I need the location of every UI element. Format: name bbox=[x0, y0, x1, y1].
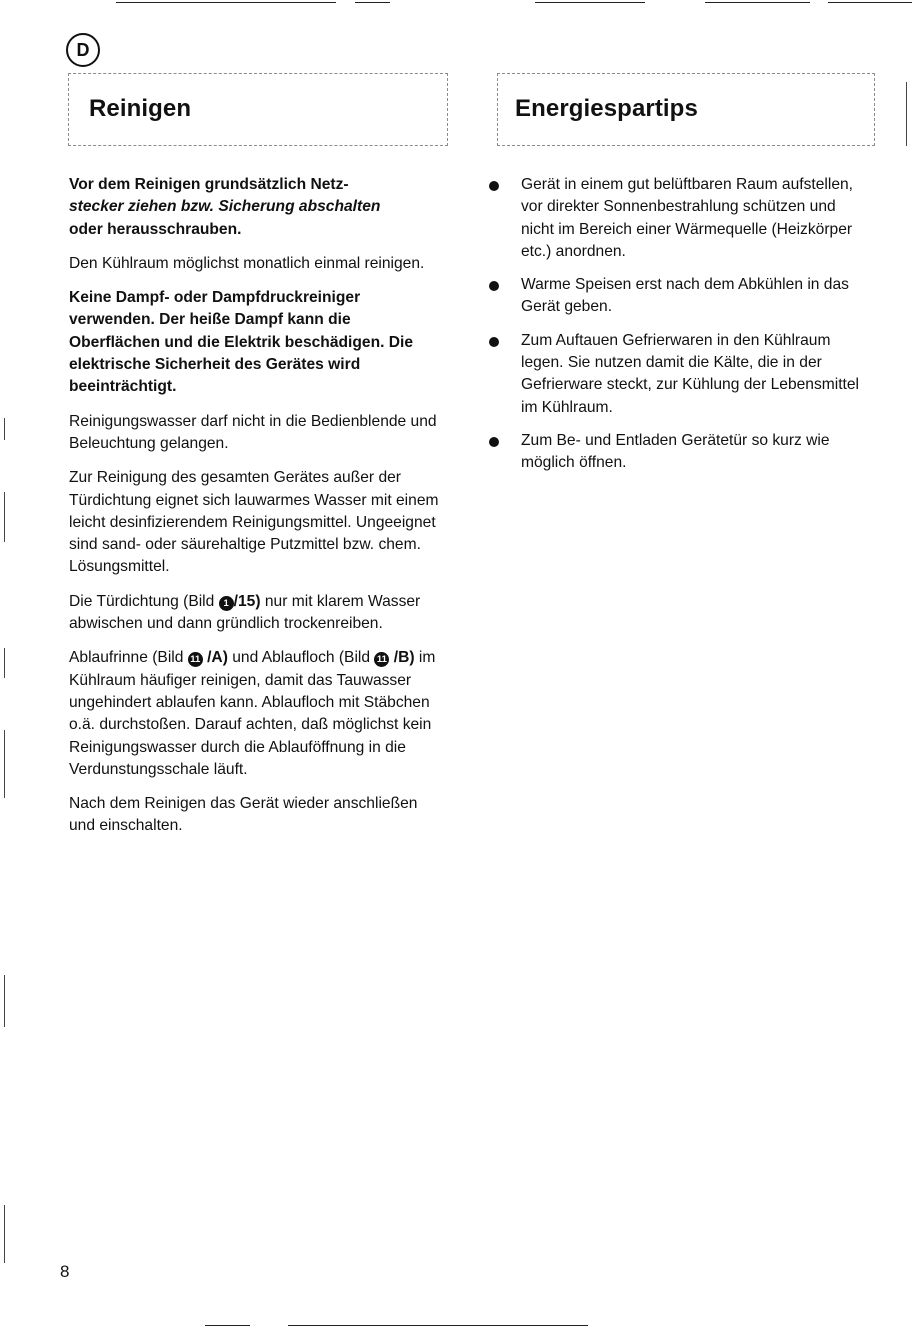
margin-line-1 bbox=[4, 418, 5, 440]
top-rule-4 bbox=[705, 2, 810, 3]
bottom-rule-2 bbox=[288, 1325, 588, 1326]
list-item: Zum Be- und Entladen Gerätetür so kurz wie möglich öffnen. bbox=[504, 430, 872, 475]
paragraph-reconnect: Nach dem Reinigen das Gerät wieder anschließen und einschalten. bbox=[69, 795, 418, 835]
margin-line-2 bbox=[4, 492, 5, 542]
margin-line-6 bbox=[4, 1205, 5, 1263]
top-rule-1 bbox=[116, 2, 336, 3]
right-column bbox=[504, 174, 872, 486]
left-column bbox=[69, 174, 444, 850]
margin-line-4 bbox=[4, 730, 5, 798]
margin-line-5 bbox=[4, 975, 5, 1027]
page-number: 8 bbox=[60, 1262, 70, 1281]
paragraph-drain: Ablaufrinne (Bild 11 /A) und Ablaufloch (Bild 11 /B) im Kühlraum häufiger reinigen, damit das Tauwasser ungehindert ablaufen kann. Ablaufloch mit Stäbchen o.ä. durchstoßen. Darauf achten, daß möglichst kein Reinigungswasser durch die Ablauföffnung in die Verdunstungsschale läuft. bbox=[69, 649, 436, 778]
right-edge-line bbox=[906, 82, 907, 146]
section-title-energiespartips: Energiespartips bbox=[515, 95, 698, 122]
list-item: Zum Auftauen Gefrierwaren in den Kühlraum legen. Sie nutzen damit die Kälte, die in der Gefrierware steckt, zur Kühlung der Lebensmittel im Kühlraum. bbox=[504, 330, 872, 419]
top-rule-5 bbox=[828, 2, 912, 3]
top-rule-3 bbox=[535, 2, 645, 3]
list-item: Warme Speisen erst nach dem Abkühlen in das Gerät geben. bbox=[504, 274, 872, 319]
energy-tips-list bbox=[504, 174, 872, 475]
paragraph-water-panel: Reinigungswasser darf nicht in die Bedienblende und Beleuchtung gelangen. bbox=[69, 412, 437, 452]
figure-badge-icon: 11 bbox=[188, 652, 203, 667]
country-code-badge bbox=[66, 33, 100, 67]
warning-line-3: oder herausschrauben. bbox=[69, 220, 242, 238]
warning-line-1: Vor dem Reinigen grundsätzlich Netz- bbox=[69, 176, 349, 193]
bottom-rule-1 bbox=[205, 1325, 250, 1326]
paragraph-no-steam: Keine Dampf- oder Dampfdruckreiniger verwenden. Der heiße Dampf kann die Oberflächen und die Elektrik beschädigen. Die elektrische Sicherheit des Gerätes wird beeinträchtigt. bbox=[69, 289, 414, 396]
section-title-reinigen: Reinigen bbox=[89, 95, 192, 122]
country-code: D bbox=[76, 40, 90, 60]
warning-paragraph bbox=[69, 174, 444, 241]
margin-line-3 bbox=[4, 648, 5, 678]
paragraph-door-seal: Die Türdichtung (Bild 1 /15) nur mit klarem Wasser abwischen und dann gründlich trockenreiben. bbox=[69, 592, 421, 633]
paragraph-cleaning-agents: Zur Reinigung des gesamten Gerätes außer der Türdichtung eignet sich lauwarmes Wasser mit einem leicht desinfizierendem Reinigungsmittel. Ungeeignet sind sand- oder säurehaltige Putzmittel bzw. chem. Lösungsmittel. bbox=[69, 469, 439, 576]
list-item: Gerät in einem gut belüftbaren Raum aufstellen, vor direkter Sonnenbestrahlung schützen und nicht im Bereich einer Wärmequelle (Heizkörper etc.) anordnen. bbox=[504, 174, 872, 263]
warning-line-2: stecker ziehen bzw. Sicherung abschalten bbox=[69, 198, 381, 216]
paragraph-monthly: Den Kühlraum möglichst monatlich einmal reinigen. bbox=[69, 254, 425, 272]
figure-badge-icon: 11 bbox=[374, 652, 389, 667]
top-rule-2 bbox=[355, 2, 390, 3]
figure-badge-icon: 1 bbox=[219, 596, 234, 611]
